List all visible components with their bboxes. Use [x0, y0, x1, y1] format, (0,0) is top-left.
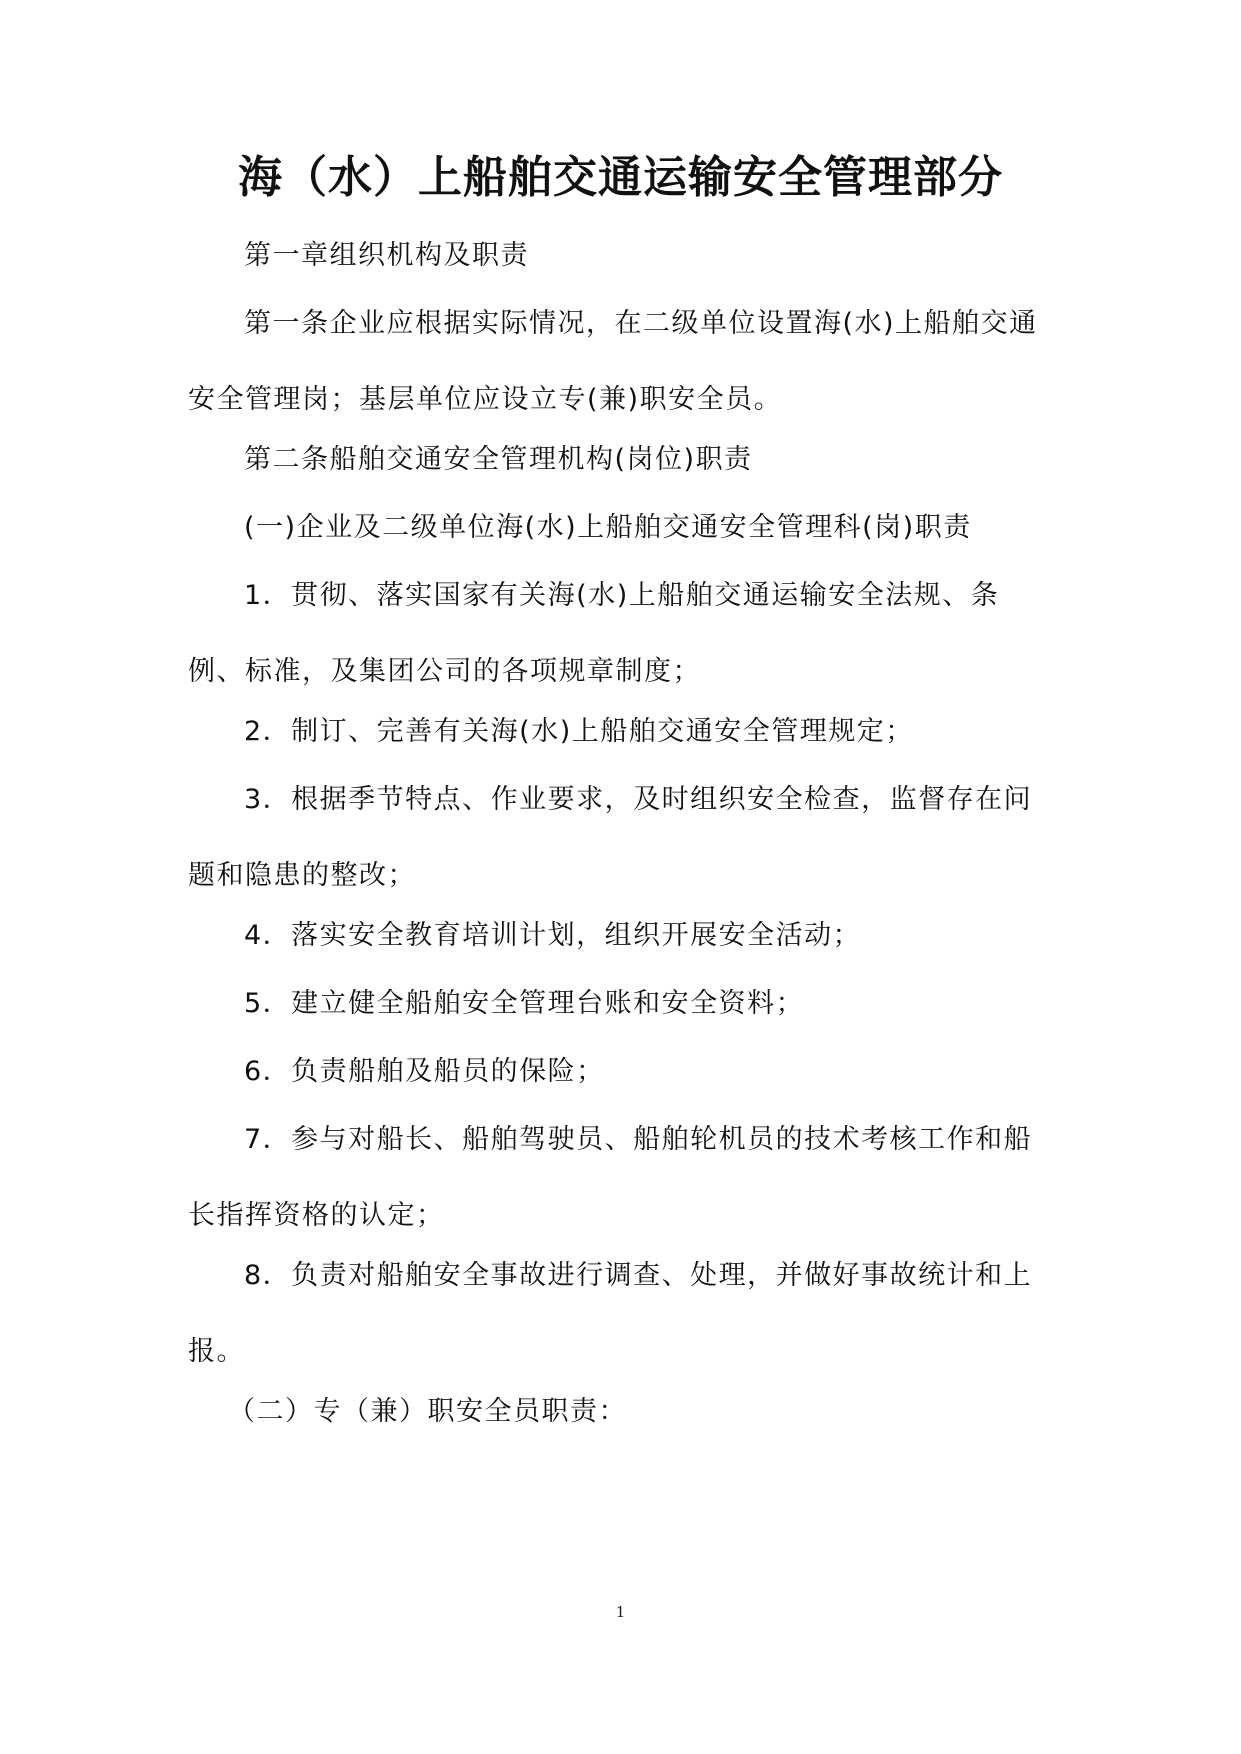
paragraph-chapter-heading: 第一章组织机构及职责	[244, 240, 529, 271]
paragraph-section-1: (一)企业及二级单位海(水)上船舶交通安全管理科(岗)职责	[244, 512, 972, 543]
paragraph-item-3: 3．根据季节特点、作业要求，及时组织安全检查，监督存在问题和隐患的整改；	[188, 784, 1033, 891]
paragraph-article-1: 第一条企业应根据实际情况，在二级单位设置海(水)上船舶交通安全管理岗；基层单位应设立专(兼)职安全员。	[188, 308, 1038, 415]
paragraph-item-6: 6．负责船舶及船员的保险；	[244, 1056, 605, 1087]
paragraph-item-8: 8．负责对船舶安全事故进行调查、处理，并做好事故统计和上报。	[188, 1260, 1033, 1367]
paragraph-section-2: （二）专（兼）职安全员职责：	[228, 1396, 627, 1427]
paragraph-article-2: 第二条船舶交通安全管理机构(岗位)职责	[244, 444, 753, 475]
paragraph-item-1: 1．贯彻、落实国家有关海(水)上船舶交通运输安全法规、条例、标准，及集团公司的各项规章制度；	[188, 580, 1000, 687]
paragraph-item-7: 7．参与对船长、船舶驾驶员、船舶轮机员的技术考核工作和船长指挥资格的认定；	[188, 1124, 1033, 1231]
paragraph-item-5: 5．建立健全船舶安全管理台账和安全资料；	[244, 988, 805, 1019]
paragraph-item-4: 4．落实安全教育培训计划，组织开展安全活动；	[244, 920, 862, 951]
paragraph-item-2: 2．制订、完善有关海(水)上船舶交通安全管理规定；	[244, 716, 914, 747]
page-number: 1	[615, 1603, 626, 1621]
document-title: 海（水）上船舶交通运输安全管理部分	[238, 152, 1003, 203]
